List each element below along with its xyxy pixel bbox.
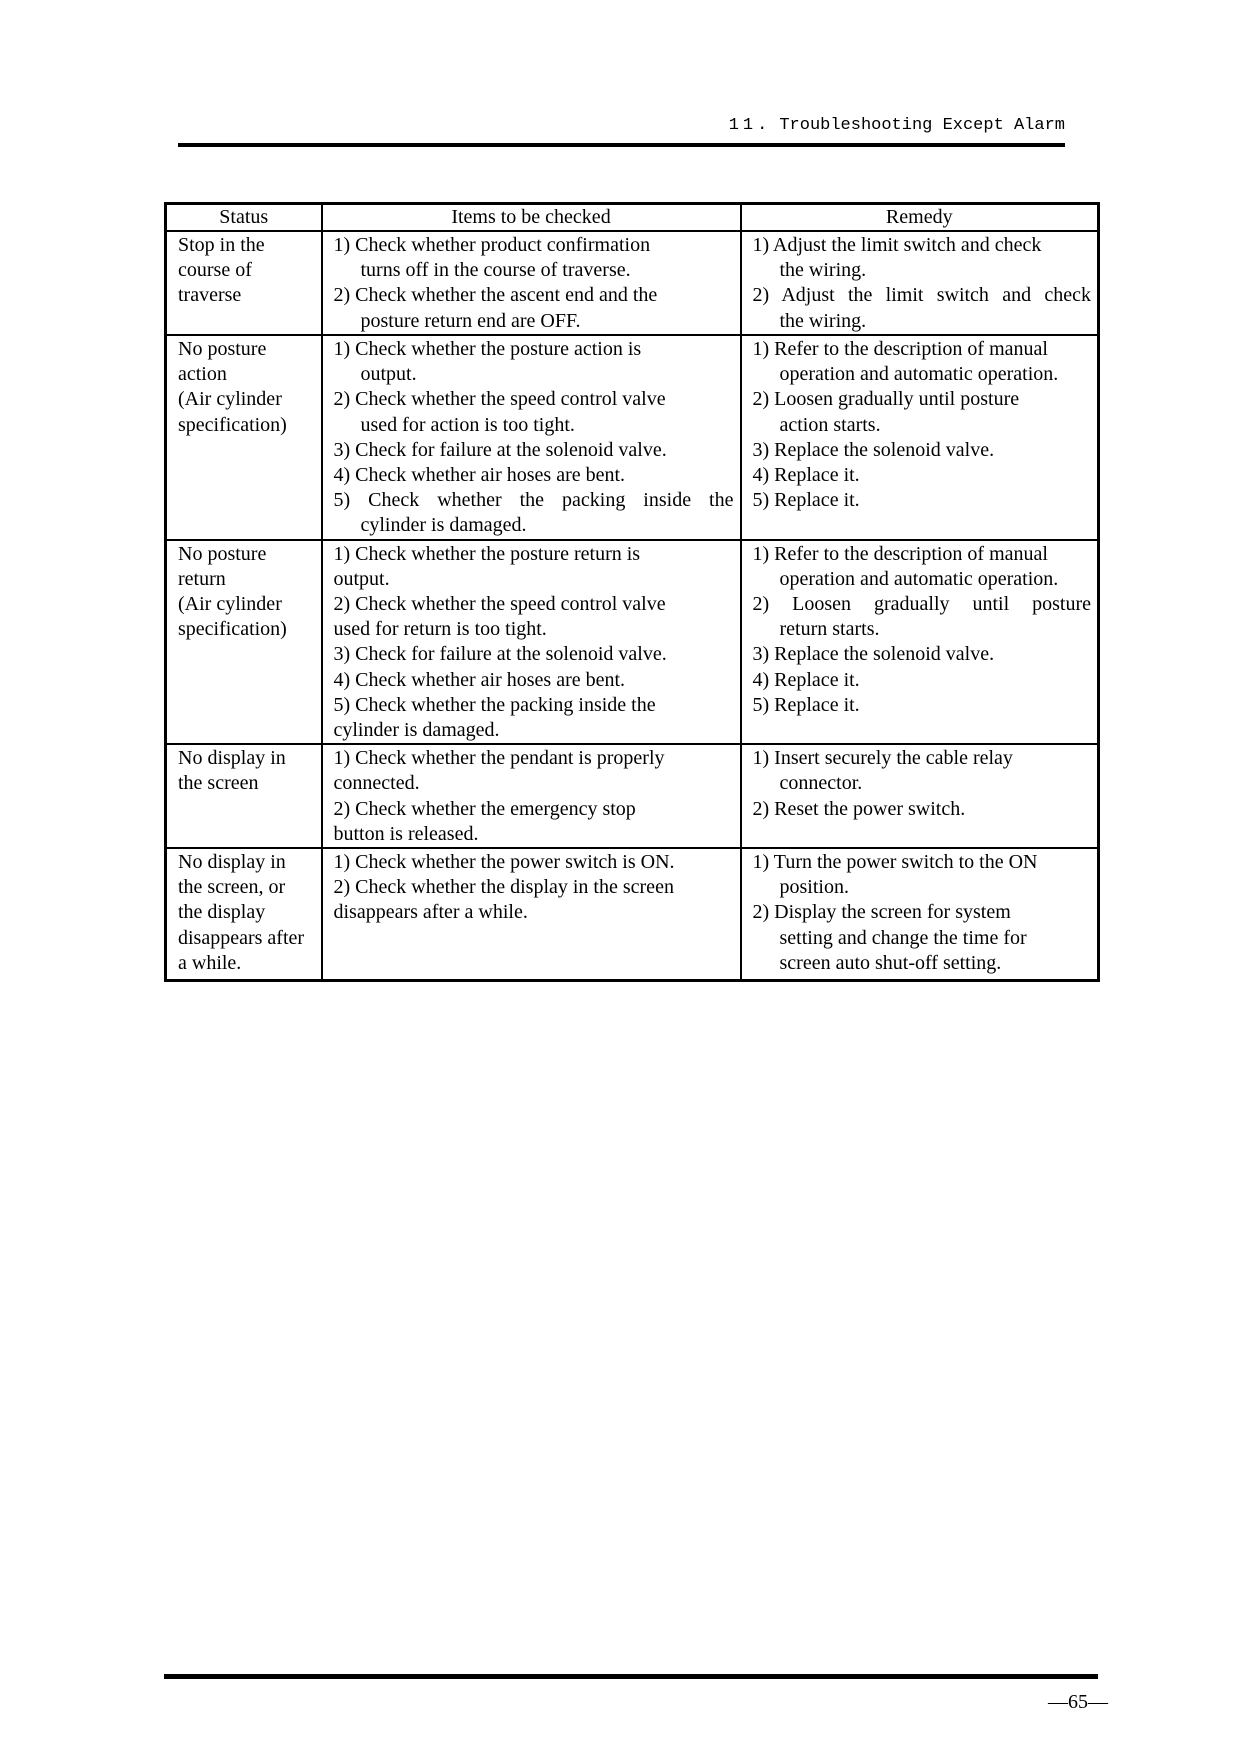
remedy-cell — [741, 231, 1099, 335]
text-line: 5) Replace it. — [752, 489, 860, 512]
text-line: 1) Adjust the limit switch and check — [752, 234, 1042, 256]
text-line: 2) Check whether the speed control valve — [333, 593, 666, 616]
text-line: operation and automatic operation. — [779, 363, 1059, 386]
text-line: No display in — [178, 747, 286, 770]
items-cell — [322, 744, 741, 848]
text-line: the screen, or — [178, 876, 286, 899]
text-line: action — [178, 363, 227, 386]
header-rule — [178, 143, 1065, 147]
table-row — [166, 744, 1099, 848]
text-line: 4) Replace it. — [752, 668, 860, 691]
text-line: 1) Insert securely the cable relay — [752, 747, 1013, 770]
text-line: cylinder is damaged. — [360, 514, 527, 537]
text-line: 2) Check whether the ascent end and the — [333, 284, 658, 307]
text-line: 2) Reset the power switch. — [752, 797, 966, 820]
text-line: button is released. — [333, 822, 479, 845]
text-line: return — [178, 567, 226, 590]
text-line: 3) Replace the solenoid valve. — [752, 438, 995, 461]
text-line: (Air cylinder — [178, 388, 282, 411]
table-header — [166, 204, 1099, 232]
text-line: posture return end are OFF. — [360, 309, 581, 332]
footer-rule — [164, 1674, 1098, 1679]
status-cell — [166, 231, 322, 335]
text-line: disappears after — [178, 926, 305, 949]
items-cell — [322, 848, 741, 980]
table-row — [166, 848, 1099, 980]
text-line: 3) Check for failure at the solenoid valve. — [333, 438, 667, 461]
text-line: screen auto shut-off setting. — [779, 951, 1002, 974]
text-line: connected. — [333, 772, 420, 795]
text-line: 1) Check whether the posture action is — [333, 338, 642, 360]
text-line: 3) Check for failure at the solenoid valve. — [333, 643, 667, 666]
text-line: action starts. — [779, 413, 881, 436]
status-cell — [166, 744, 322, 848]
page-header-title — [729, 116, 1065, 135]
text-line: output. — [360, 363, 417, 386]
text-line: the screen — [178, 772, 259, 795]
text-line: 1) Check whether product confirmation — [333, 234, 651, 256]
chapter-number: 11. — [728, 116, 772, 135]
table-body — [166, 231, 1099, 980]
text-line: 2) Loosen gradually until posture — [752, 388, 1020, 411]
column-header: Status — [166, 204, 322, 232]
troubleshooting-table — [164, 202, 1100, 982]
text-line: 5) Check whether the packing inside the — [333, 693, 656, 716]
remedy-cell — [741, 540, 1099, 745]
remedy-cell — [741, 335, 1099, 540]
text-line: return starts. — [779, 618, 880, 641]
text-line: 5) Check whether the packing inside the — [333, 489, 734, 512]
table-row — [166, 231, 1099, 335]
text-line: used for action is too tight. — [360, 413, 575, 436]
remedy-cell — [741, 744, 1099, 848]
text-line: No posture — [178, 542, 267, 565]
text-line: 2) Check whether the display in the screen — [333, 876, 674, 899]
text-line: No display in — [178, 851, 286, 874]
text-line: Stop in the — [178, 234, 265, 256]
text-line: 2) Loosen gradually until posture — [752, 593, 1091, 616]
text-line: 5) Replace it. — [752, 693, 860, 716]
text-line: specification) — [178, 413, 287, 436]
text-line: traverse — [178, 284, 242, 307]
text-line: a while. — [178, 951, 242, 974]
text-line: the wiring. — [779, 259, 867, 282]
table-row — [166, 540, 1099, 745]
items-cell — [322, 231, 741, 335]
remedy-cell — [741, 848, 1099, 980]
table-row — [166, 335, 1099, 540]
items-cell — [322, 540, 741, 745]
page-number: —65— — [1048, 1691, 1108, 1713]
text-line: the display — [178, 901, 266, 924]
text-line: the wiring. — [779, 309, 867, 332]
text-line: 4) Check whether air hoses are bent. — [333, 668, 626, 691]
text-line: 2) Check whether the emergency stop — [333, 797, 636, 820]
column-header: Remedy — [741, 204, 1099, 232]
text-line: setting and change the time for — [779, 926, 1027, 949]
text-line: No posture — [178, 338, 267, 360]
text-line: turns off in the course of traverse. — [360, 259, 631, 282]
status-cell — [166, 335, 322, 540]
text-line: 1) Check whether the posture return is — [333, 542, 641, 565]
status-cell — [166, 848, 322, 980]
text-line: 1) Check whether the pendant is properly — [333, 747, 665, 770]
status-cell — [166, 540, 322, 745]
text-line: position. — [779, 876, 849, 899]
chapter-title: Troubleshooting Except Alarm — [779, 116, 1065, 135]
text-line: 4) Check whether air hoses are bent. — [333, 464, 626, 487]
text-line: specification) — [178, 618, 287, 641]
troubleshooting-table-wrap — [164, 202, 1100, 982]
text-line: 1) Check whether the power switch is ON. — [333, 851, 675, 874]
text-line: disappears after a while. — [333, 901, 528, 924]
text-line: operation and automatic operation. — [779, 567, 1059, 590]
text-line: 2) Check whether the speed control valve — [333, 388, 666, 411]
text-line: 1) Refer to the description of manual — [752, 338, 1048, 360]
text-line: 3) Replace the solenoid valve. — [752, 643, 995, 666]
text-line: connector. — [779, 772, 863, 795]
text-line: cylinder is damaged. — [333, 719, 500, 742]
text-line: 2) Display the screen for system — [752, 901, 1011, 924]
text-line: course of — [178, 259, 252, 282]
text-line: 2) Adjust the limit switch and check — [752, 284, 1091, 307]
table-header-row — [166, 204, 1099, 232]
text-line: 1) Turn the power switch to the ON — [752, 851, 1038, 874]
column-header: Items to be checked — [322, 204, 741, 232]
text-line: 1) Refer to the description of manual — [752, 542, 1048, 565]
items-cell — [322, 335, 741, 540]
text-line: (Air cylinder — [178, 593, 282, 616]
text-line: output. — [333, 567, 390, 590]
text-line: 4) Replace it. — [752, 464, 860, 487]
text-line: used for return is too tight. — [333, 618, 547, 641]
